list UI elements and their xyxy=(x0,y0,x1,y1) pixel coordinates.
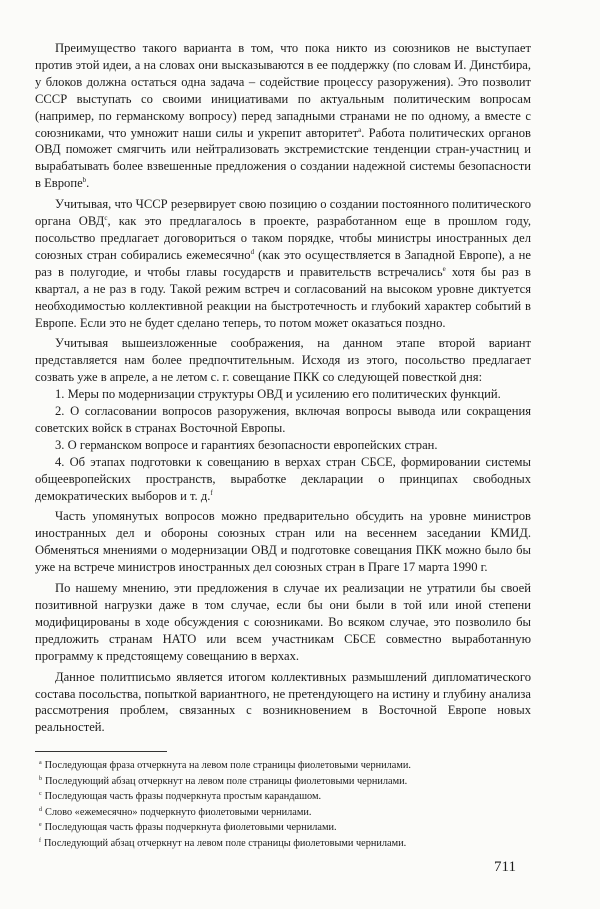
text-run: Учитывая вышеизложенные соображения, на данном этапе второй вариант представляется нам более предпочтительным. Исходя из этого, посольство предлагает созвать уже в апреле, а не летом с. г. совещание ПКК со следующей повесткой дня: xyxy=(35,336,531,385)
footnote xyxy=(35,789,531,805)
footnote-mark: d xyxy=(39,806,42,813)
paragraph xyxy=(35,437,531,454)
paragraph xyxy=(35,403,531,437)
paragraph xyxy=(35,386,531,403)
text-run: 2. О согласовании вопросов разоружения, включая вопросы вывода или сокращения советских войск в странах Восточной Европы. xyxy=(35,404,531,435)
footnote xyxy=(35,758,531,774)
text-run: По нашему мнению, эти предложения в случае их реализации не утратили бы своей позитивной нагрузки даже в том случае, если бы они были в той или иной степени модифицированы в ходе обсуждения с союзниками. Во всяком случае, это позволило бы предложить странам НАТО или всем участникам СБСЕ совместно выработанную программу к предстоящему совещанию в верхах. xyxy=(35,581,531,663)
footnote-mark: a xyxy=(39,760,42,766)
text-run: Часть упомянутых вопросов можно предварительно обсудить на уровне министров иностранных дел и обороны союзных стран или на весеннем заседании КМИД. Обменяться мнениями о модернизации ОВД и подготовке совещания ПКК можно было бы уже на встрече министров иностранных дел союзных стран в Праге 17 марта 1990 г. xyxy=(35,509,531,575)
paragraph xyxy=(35,196,531,331)
footnote xyxy=(35,805,531,821)
text-run: . Работа политических органов ОВД поможет смягчить или нейтрализовать экстремистские тенденции стран-участниц и вырабатывать более взвешенные предложения о создании надежной системы безопасности в Европе xyxy=(35,125,531,191)
footnote-text: Последующий абзац отчеркнут на левом поле страницы фиолетовыми чернилами. xyxy=(45,775,408,787)
text-run: . xyxy=(86,176,90,191)
text-run: Данное политписьмо является итогом коллективных размышлений дипломатического состава посольства, попыткой вариантного, не претендующего на истину и глубину анализа рассмотрения проблем, связанных с возникновением в Восточной Европе новых реальностей. xyxy=(35,669,531,735)
paragraph xyxy=(35,454,531,505)
text-run: 4. Об этапах подготовки к совещанию в верхах стран СБСЕ, формировании системы общеевропейских пространств, выработке декларации о принципах свободных демократических выборов и т. д. xyxy=(35,454,531,503)
footnote-mark: f xyxy=(39,837,41,844)
page-number: 711 xyxy=(494,859,516,875)
main-text xyxy=(35,40,531,736)
footnote-text: Слово «ежемесячно» подчеркнуто фиолетовыми чернилами. xyxy=(45,806,312,818)
text-run: Учитывая, что ЧССР резервирует свою позицию о создании постоянного политического органа ОВД xyxy=(35,197,531,229)
footnotes xyxy=(35,758,531,852)
text-run: 1. Меры по модернизации структуры ОВД и усилению его политических функций. xyxy=(55,387,501,402)
text-run: 3. О германском вопросе и гарантиях безопасности европейских стран. xyxy=(55,437,438,452)
paragraph xyxy=(35,335,531,386)
footnote xyxy=(35,836,531,852)
footnote-mark: c xyxy=(39,791,42,798)
text-run: Преимущество такого варианта в том, что пока никто из союзников не выступает против этой идеи, а на словах они высказываются в ее поддержку (по словам И. Динстбира, у блоков должна остаться одна задача – содействие процессу разоружения). Это позволит СССР выступать со своими инициативами по актуальным политическим вопросам (например, по германскому вопросу) перед западными странами не по одному, а вместе с союзниками, что умножит наши силы и укрепит авторитет xyxy=(35,41,531,140)
footnote-text: Последующий абзац отчеркнут на левом поле страницы фиолетовыми чернилами. xyxy=(44,837,407,849)
footnote-separator xyxy=(35,751,167,752)
footnote-mark: b xyxy=(39,775,42,782)
paragraph xyxy=(35,669,531,737)
footnote-text: Последующая часть фразы подчеркнута простым карандашом. xyxy=(44,791,322,803)
footnote-mark: e xyxy=(39,822,42,829)
footnote-marker: c xyxy=(104,214,108,223)
footnote-marker: f xyxy=(210,488,213,497)
footnote-marker: a xyxy=(358,125,362,134)
text-run: хотя бы раз в квартал, а не раз в году. Такой режим встреч и согласований на высоком уровне диктуется необходимостью коллективной реакции на быстротечность и глубокий характер событий в Европе. Если это не будет сделано теперь, то потом может оказаться поздно. xyxy=(35,264,531,330)
paragraph xyxy=(35,508,531,576)
paragraph xyxy=(35,580,531,665)
footnote-marker: d xyxy=(250,247,255,256)
paragraph xyxy=(35,40,531,192)
footnote xyxy=(35,820,531,836)
footnote-text: Последующая часть фразы подчеркнута фиолетовыми чернилами. xyxy=(44,822,337,834)
footnote xyxy=(35,774,531,790)
footnote-marker: b xyxy=(82,176,87,185)
footnote-marker: e xyxy=(442,264,446,273)
footnote-text: Последующая фраза отчеркнута на левом поле страницы фиолетовыми чернилами. xyxy=(44,760,411,771)
text-run: (как это осуществляется в Западной Европе), а не раз в полугодие, и чтобы главы государств и правительств встречались xyxy=(35,247,531,279)
text-run: , как это предлагалось в проекте, разработанном еще в прошлом году, посольство предлагает договориться о таком порядке, чтобы министры иностранных дел союзных стран собирались ежемесячно xyxy=(35,214,531,262)
